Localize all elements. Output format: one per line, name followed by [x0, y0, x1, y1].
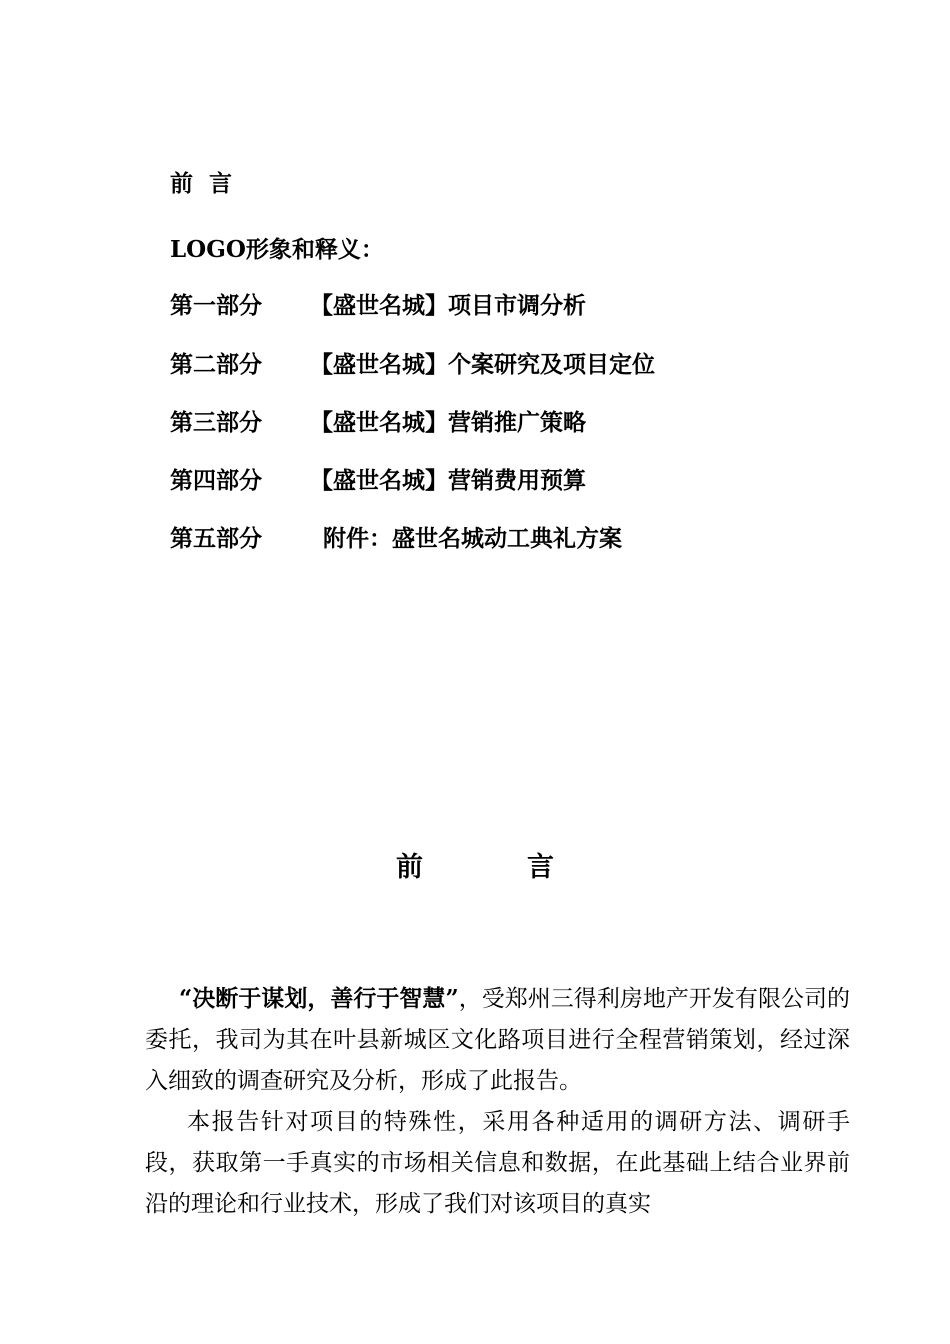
toc-item-part: 第四部分: [170, 467, 262, 494]
toc-logo: [170, 236, 870, 264]
toc-item-5: [170, 525, 870, 553]
toc-preface: [170, 170, 870, 198]
toc-item-2: [170, 351, 870, 379]
preface-heading-char-1: 前: [396, 852, 423, 883]
toc-item-part: 第五部分: [170, 525, 262, 552]
preface-paragraph-1-text: ，受郑州三得利房地产开发有限公司的委托，我司为其在叶县新城区文化路项目进行全程营销策划，经过深入细致的调查研究及分析，形成了此报告。: [145, 986, 850, 1094]
preface-paragraph-2: 本报告针对项目的特殊性，采用各种适用的调研方法、调研手段，获取第一手真实的市场相关信息和数据，在此基础上结合业界前沿的理论和行业技术，形成了我们对该项目的真实: [145, 1109, 850, 1217]
toc-item-part: 第一部分: [170, 292, 262, 319]
toc-item-title: 【盛世名城】营销推广策略: [310, 409, 586, 436]
preface-body: [145, 978, 850, 1225]
toc-item-1: [170, 292, 870, 320]
toc-item-3: [170, 409, 870, 437]
preface-heading-char-2: 言: [527, 852, 554, 883]
toc-item-title: 附件：盛世名城动工典礼方案: [323, 525, 622, 552]
toc-item-title: 【盛世名城】项目市调分析: [310, 292, 586, 319]
toc-item-title: 【盛世名城】个案研究及项目定位: [310, 351, 655, 378]
toc-item-title: 【盛世名城】营销费用预算: [310, 467, 586, 494]
preface-heading: [0, 850, 950, 886]
toc-logo-label: LOGO形象和释义：: [170, 236, 384, 263]
preface-quote: “决断于谋划，善行于智慧”: [179, 985, 459, 1012]
toc-preface-label: 前 言: [170, 170, 233, 197]
toc-item-part: 第二部分: [170, 351, 262, 378]
toc-item-4: [170, 467, 870, 495]
preface-paragraph-1: [145, 978, 850, 1102]
toc-item-part: 第三部分: [170, 409, 262, 436]
